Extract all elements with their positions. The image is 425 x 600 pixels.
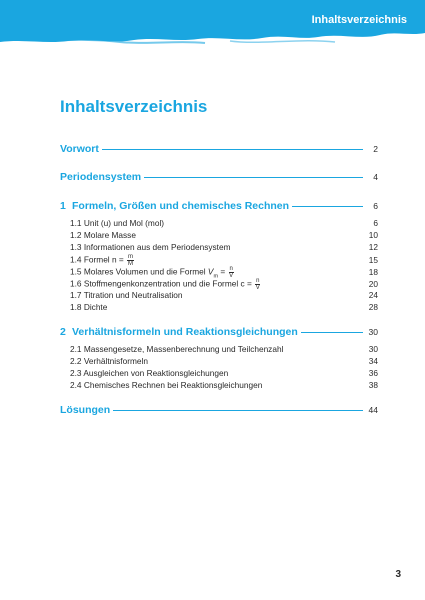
toc-entry-page: 2 [373, 144, 378, 154]
header-banner [0, 0, 425, 48]
subentry-title: 2.2 Verhältnisformeln [70, 356, 148, 366]
toc-entry-title: Periodensystem [60, 171, 142, 183]
fraction-denominator: M [128, 261, 134, 267]
subentry-page: 36 [368, 368, 378, 378]
formula-subscript: m [213, 273, 219, 280]
toc-subentry[interactable] [60, 266, 378, 278]
subentry-page: 28 [368, 302, 378, 312]
table-of-contents [60, 143, 378, 420]
toc-entry-page: 4 [373, 172, 378, 182]
toc-chapter-1[interactable] [60, 200, 378, 216]
subentry-page: 24 [368, 290, 378, 300]
page-number: 3 [395, 569, 401, 580]
fraction-numerator: n [256, 278, 260, 284]
toc-subentry[interactable] [60, 380, 378, 392]
leader-line [301, 332, 363, 333]
subentry-text: 1.6 Stoffmengenkonzentration und die Formel c = [70, 278, 252, 289]
leader-line [144, 177, 363, 178]
toc-subentry[interactable] [60, 356, 378, 368]
subentry-page: 10 [368, 230, 378, 240]
subentry-page: 34 [368, 356, 378, 366]
chapter-2-sections [60, 344, 378, 392]
subentry-title: 2.3 Ausgleichen von Reaktionsgleichungen [70, 368, 229, 378]
toc-subentry[interactable] [60, 254, 378, 266]
subentry-title: 1.8 Dichte [70, 302, 108, 312]
leader-line [113, 410, 363, 411]
subentry-text: 1.5 Molares Volumen und die Formel [70, 266, 206, 277]
toc-entry-page: 44 [368, 405, 378, 415]
toc-chapter-2[interactable] [60, 326, 378, 342]
subentry-title: 1.7 Titration und Neutralisation [70, 290, 183, 300]
toc-subentry[interactable] [60, 218, 378, 230]
subentry-page: 6 [373, 218, 378, 228]
toc-subentry[interactable] [60, 344, 378, 356]
chapter-number: 2 [60, 326, 66, 338]
toc-entry-title: Vorwort [60, 143, 99, 155]
toc-entry-vorwort[interactable] [60, 143, 378, 159]
subentry-page: 38 [368, 380, 378, 390]
toc-chapter-heading [60, 200, 289, 212]
leader-line [292, 206, 363, 207]
subentry-page: 20 [368, 278, 378, 289]
subentry-title: 1.3 Informationen aus dem Periodensystem [70, 242, 231, 252]
subentry-page: 30 [368, 344, 378, 354]
page-title: Inhaltsverzeichnis [60, 97, 208, 116]
subentry-page: 15 [368, 254, 378, 265]
subentry-page: 12 [368, 242, 378, 252]
fraction [255, 278, 260, 291]
subentry-title: 2.1 Massengesetze, Massenberechnung und Teilchenzahl [70, 344, 284, 354]
fraction-numerator: n [229, 266, 233, 272]
chapter-1-sections [60, 218, 378, 314]
fraction-numerator: m [128, 254, 134, 260]
header-title: Inhaltsverzeichnis [311, 14, 407, 26]
toc-subentry[interactable] [60, 278, 378, 290]
subentry-text: 1.4 Formel n = [70, 254, 124, 265]
toc-entry-page: 30 [368, 327, 378, 337]
chapter-title: Formeln, Größen und chemisches Rechnen [72, 200, 290, 212]
toc-entry-title: Lösungen [60, 404, 111, 416]
toc-subentry[interactable] [60, 230, 378, 242]
subentry-page: 18 [368, 266, 378, 277]
toc-chapter-heading [60, 326, 298, 338]
toc-subentry[interactable] [60, 302, 378, 314]
formula-symbol: V [207, 266, 214, 277]
subentry-title: 1.2 Molare Masse [70, 230, 136, 240]
toc-entry-periodensystem[interactable] [60, 171, 378, 187]
toc-subentry[interactable] [60, 242, 378, 254]
fraction-denominator: V [255, 285, 260, 291]
subentry-title: 2.4 Chemisches Rechnen bei Reaktionsgleichungen [70, 380, 263, 390]
leader-line [102, 149, 363, 150]
fraction-denominator: V [229, 273, 234, 279]
chapter-number: 1 [60, 200, 66, 212]
toc-subentry[interactable] [60, 290, 378, 302]
subentry-title: 1.1 Unit (u) und Mol (mol) [70, 218, 165, 228]
toc-entry-loesungen[interactable] [60, 404, 378, 420]
toc-subentry[interactable] [60, 368, 378, 380]
toc-entry-page: 6 [373, 201, 378, 211]
formula-equals: = [218, 266, 226, 277]
chapter-title: Verhältnisformeln und Reaktionsgleichungen [72, 326, 298, 338]
